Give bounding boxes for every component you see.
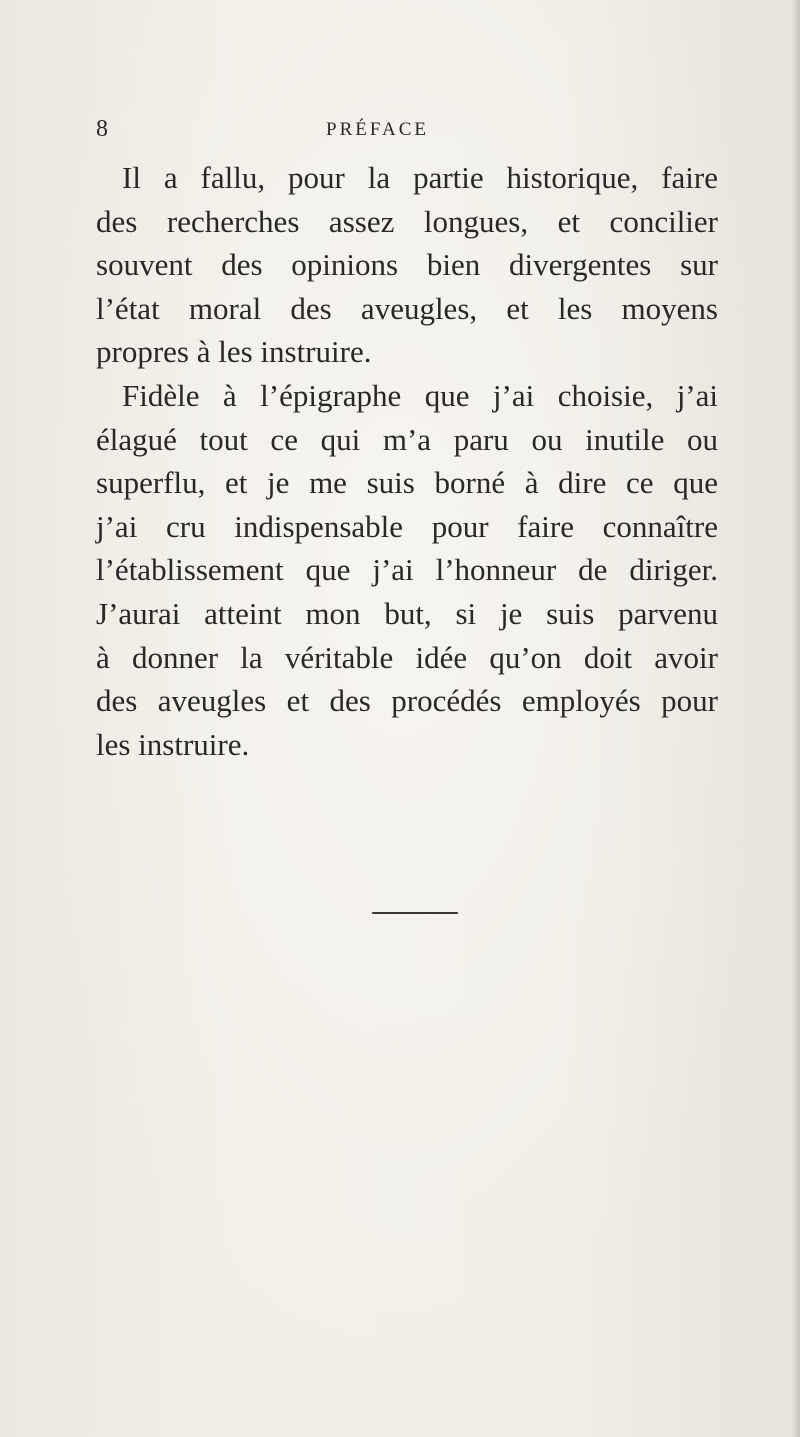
text-line: l’état moral des aveugles, et les moyens (96, 290, 718, 326)
running-head (96, 114, 696, 144)
text-line: souvent des opinions bien divergentes sur (96, 247, 718, 283)
text-line: les instruire. (96, 726, 250, 762)
text-line: Fidèle à l’épigraphe que j’ai choisie, j’ai (122, 377, 718, 413)
page-edge-shadow (792, 0, 800, 1437)
page-number: 8 (96, 116, 108, 142)
text-line: superflu, et je me suis borné à dire ce que (96, 465, 718, 501)
text-line: des recherches assez longues, et concilier (96, 203, 718, 239)
text-line: à donner la véritable idée qu’on doit avoir (96, 639, 718, 675)
text-line: l’établissement que j’ai l’honneur de diriger. (96, 552, 718, 588)
text-line: propres à les instruire. (96, 334, 372, 370)
text-line: j’ai cru indispensable pour faire connaître (96, 508, 718, 544)
body-text (96, 156, 718, 766)
text-line: élagué tout ce qui m’a paru ou inutile ou (96, 421, 718, 457)
running-head-title: PRÉFACE (326, 119, 430, 140)
text-line: des aveugles et des procédés employés pour (96, 683, 718, 719)
text-line: J’aurai atteint mon but, si je suis parvenu (96, 595, 718, 631)
text-line: Il a fallu, pour la partie historique, faire (122, 160, 718, 195)
section-rule (372, 912, 458, 914)
